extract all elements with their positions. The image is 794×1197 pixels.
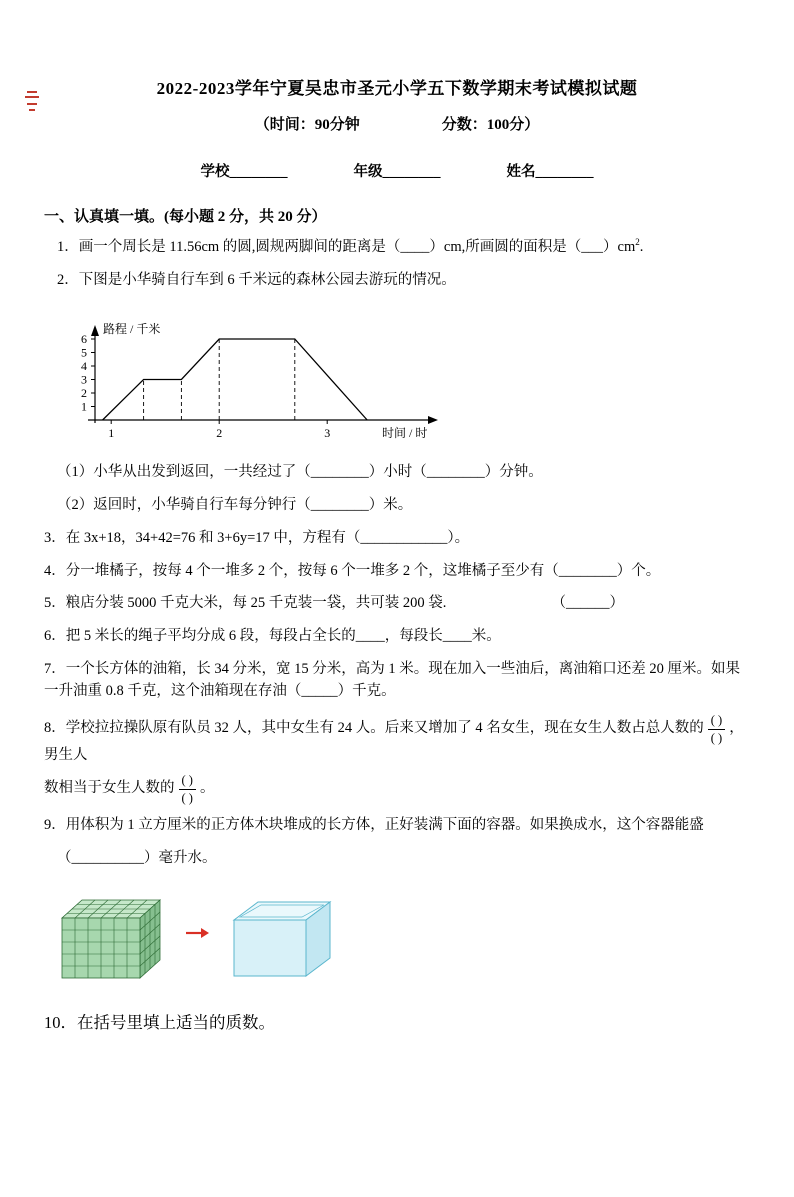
svg-text:1: 1 — [81, 399, 87, 414]
fraction-blank-1 — [708, 713, 725, 745]
question-2-sub1: （1）小华从出发到返回，一共经过了（________）小时（________）分钟。 — [57, 464, 543, 481]
svg-text:时间 / 时: 时间 / 时 — [382, 426, 428, 441]
score-label: 分数：100分） — [441, 117, 540, 133]
question-6: 6．把 5 米长的绳子平均分成 6 段，每段占全长的____，每段长____米。 — [44, 628, 501, 645]
question-10: 10．在括号里填上适当的质数。 — [44, 1012, 275, 1032]
question-9-line2: （__________）毫升水。 — [57, 849, 217, 866]
question-8-text-3: 数相当于女生人数的 — [44, 780, 175, 797]
svg-text:1: 1 — [108, 426, 115, 441]
time-score-line — [44, 113, 750, 134]
unit-cube-block-image — [54, 882, 166, 989]
question-3: 3．在 3x+18，34+42=76 和 3+6y=17 中，方程有（____________）。 — [44, 529, 470, 546]
svg-text:5: 5 — [81, 345, 87, 360]
svg-text:3: 3 — [81, 372, 87, 387]
question-8-line1 — [44, 713, 750, 765]
time-label: （时间：90分钟 — [254, 117, 360, 133]
svg-text:3: 3 — [324, 426, 331, 441]
q1-superscript: 2 — [635, 237, 640, 247]
fraction-numerator: ( ) — [708, 713, 725, 729]
question-8-text-2: ，男生人 — [44, 720, 744, 764]
q1-period: . — [639, 238, 644, 255]
fraction-denominator: ( ) — [710, 730, 723, 745]
svg-text:2: 2 — [81, 386, 87, 401]
question-9-figures — [54, 882, 750, 989]
right-arrow-icon — [184, 926, 210, 945]
svg-text:路程 / 千米: 路程 / 千米 — [103, 322, 161, 337]
question-5-text: 5．粮店分装 5000 千克大米，每 25 千克装一袋，共可装 200 袋. — [44, 595, 447, 612]
question-1 — [44, 236, 750, 259]
corner-stamp-icon — [24, 88, 40, 119]
name-field: 姓名________ — [506, 164, 594, 180]
question-4: 4．分一堆橘子，按每 4 个一堆多 2 个，按每 6 个一堆多 2 个，这堆橘子至少有（________）个。 — [44, 562, 661, 579]
question-2-sub2: （2）返回时，小华骑自行车每分钟行（________）米。 — [57, 497, 413, 514]
school-field: 学校________ — [200, 164, 288, 180]
question-7: 7．一个长方体的油箱，长 34 分米，宽 15 分米，高为 1 米。现在加入一些油后，离油箱口还差 20 厘米。如果一升油重 0.8 千克，这个油箱现在存油（_____）千克。 — [44, 660, 740, 699]
fraction-numerator: ( ) — [179, 773, 196, 789]
fraction-denominator: ( ) — [181, 790, 193, 805]
question-8-text-4: 。 — [199, 780, 215, 797]
svg-text:4: 4 — [81, 359, 87, 374]
fraction-blank-2 — [179, 773, 196, 805]
question-8-text-1: 8．学校拉拉操队原有队员 32 人，其中女生有 24 人。后来又增加了 4 名女生，现在女生人数占总人数的 — [44, 720, 704, 737]
question-1-text: 1．画一个周长是 11.56cm 的圆,圆规两脚间的距离是（____）cm,所画圆的面积是（___）cm — [57, 238, 636, 255]
question-9-line1: 9．用体积为 1 立方厘米的正方体木块堆成的长方体，正好装满下面的容器。如果换成水，这个容器能盛 — [44, 817, 704, 834]
question-8-line2 — [44, 773, 750, 805]
student-info-line — [44, 160, 750, 181]
container-image — [228, 886, 336, 985]
question-5 — [44, 593, 750, 615]
grade-field: 年级________ — [353, 164, 441, 180]
question-2: 2．下图是小华骑自行车到 6 千米远的森林公园去游玩的情况。 — [57, 271, 456, 288]
exam-page — [0, 74, 794, 1197]
svg-text:6: 6 — [81, 332, 87, 347]
page-title: 2022-2023学年宁夏吴忠市圣元小学五下数学期末考试模拟试题 — [156, 79, 638, 98]
svg-text:2: 2 — [216, 426, 223, 441]
distance-time-chart — [50, 302, 750, 452]
section-1-heading: 一、认真填一填。(每小题 2 分，共 20 分） — [44, 209, 327, 225]
judgment-bracket: （______） — [551, 595, 624, 612]
